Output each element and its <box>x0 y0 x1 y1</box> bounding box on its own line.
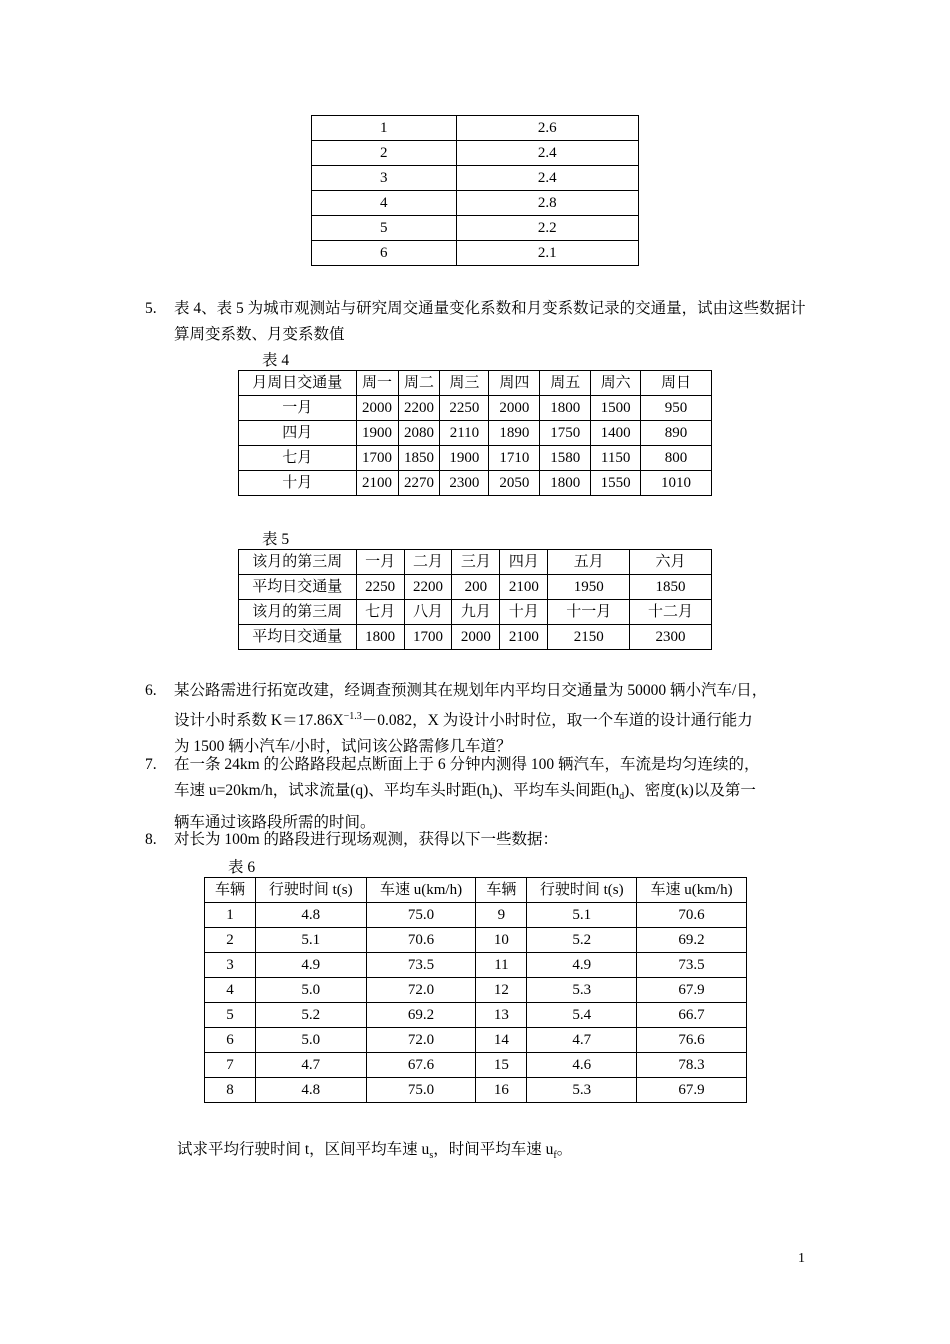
table6-cell: 5.1 <box>527 903 637 928</box>
table6-header-cell: 车辆 <box>476 878 527 903</box>
table5-cell: 1850 <box>630 575 712 600</box>
table6-cell: 3 <box>205 953 256 978</box>
table6-cell: 12 <box>476 978 527 1003</box>
table4-cell: 1710 <box>489 446 540 471</box>
table4-cell: 2110 <box>440 421 489 446</box>
table6-cell: 5.1 <box>255 928 366 953</box>
table6-row <box>205 978 747 1003</box>
table5-cell: 1800 <box>356 625 404 650</box>
table4-cell: 1580 <box>540 446 591 471</box>
table-4 <box>238 370 712 496</box>
top-table-cell: 2.4 <box>456 141 638 166</box>
table6-cell: 75.0 <box>366 1078 476 1103</box>
question-number: 7. <box>145 756 157 773</box>
table6-cell: 5.2 <box>527 928 637 953</box>
table6-cell: 4 <box>205 978 256 1003</box>
table6-cell: 4.9 <box>527 953 637 978</box>
table4-cell: 1900 <box>356 421 398 446</box>
table5-cell: 2150 <box>548 625 630 650</box>
table4-cell: 1010 <box>641 471 712 496</box>
table6-cell: 5.0 <box>255 978 366 1003</box>
top-table-cell: 2.2 <box>456 216 638 241</box>
table4-header-cell: 周日 <box>641 371 712 396</box>
page-number: 1 <box>798 1251 805 1266</box>
question-8 <box>145 827 815 853</box>
table4-cell: 1750 <box>540 421 591 446</box>
question-text: 表 4、表 5 为城市观测站与研究周交通量变化系数和月变系数记录的交通量，试由这些数据计算周变系数、月变系数值 <box>174 300 806 343</box>
table6-cell: 11 <box>476 953 527 978</box>
table4-cell: 1400 <box>591 421 641 446</box>
table5-cell: 八月 <box>404 600 452 625</box>
top-table-cell: 2 <box>312 141 457 166</box>
table4-cell: 十月 <box>239 471 357 496</box>
q6-line-3: 为 1500 辆小汽车/小时，试问该公路需修几车道？ <box>174 738 512 756</box>
table4-header-cell: 月周日交通量 <box>239 371 357 396</box>
table-6 <box>204 877 747 1103</box>
table6-cell: 5 <box>205 1003 256 1028</box>
table4-header-row <box>239 371 712 396</box>
table4-header-cell: 周六 <box>591 371 641 396</box>
question-number: 5. <box>145 300 157 317</box>
table6-cell: 73.5 <box>637 953 747 978</box>
table4-row <box>239 446 712 471</box>
table6-cell: 4.8 <box>255 903 366 928</box>
table6-cell: 5.3 <box>527 978 637 1003</box>
table6-cell: 67.6 <box>366 1053 476 1078</box>
table5-cell: 该月的第三周 <box>239 550 357 575</box>
table5-row <box>239 625 712 650</box>
top-table <box>311 115 639 266</box>
table6-cell: 4.7 <box>255 1053 366 1078</box>
table5-cell: 十二月 <box>630 600 712 625</box>
table6-row <box>205 903 747 928</box>
table6-cell: 72.0 <box>366 1028 476 1053</box>
table6-cell: 4.7 <box>527 1028 637 1053</box>
table5-cell: 九月 <box>452 600 500 625</box>
table6-row <box>205 1053 747 1078</box>
table6-cell: 70.6 <box>637 903 747 928</box>
table4-cell: 2250 <box>440 396 489 421</box>
table5-cell: 该月的第三周 <box>239 600 357 625</box>
table5-cell: 平均日交通量 <box>239 625 357 650</box>
table4-header-cell: 周二 <box>398 371 440 396</box>
table5-cell: 1700 <box>404 625 452 650</box>
table6-cell: 6 <box>205 1028 256 1053</box>
table6-row <box>205 1003 747 1028</box>
table6-caption: 表 6 <box>228 859 256 876</box>
table6-row <box>205 1078 747 1103</box>
table5-cell: 十月 <box>500 600 548 625</box>
table6-cell: 67.9 <box>637 1078 747 1103</box>
table5-row <box>239 575 712 600</box>
top-table-row <box>312 216 639 241</box>
table6-cell: 13 <box>476 1003 527 1028</box>
table5-cell: 2200 <box>404 575 452 600</box>
table4-cell: 1500 <box>591 396 641 421</box>
table6-header-cell: 行驶时间 t(s) <box>255 878 366 903</box>
table4-cell: 2100 <box>356 471 398 496</box>
table6-cell: 10 <box>476 928 527 953</box>
table5-cell: 2100 <box>500 625 548 650</box>
table5-cell: 一月 <box>356 550 404 575</box>
table4-cell: 2300 <box>440 471 489 496</box>
table4-caption: 表 4 <box>262 352 290 369</box>
top-table-cell: 4 <box>312 191 457 216</box>
table4-cell: 890 <box>641 421 712 446</box>
table6-cell: 15 <box>476 1053 527 1078</box>
table5-cell: 五月 <box>548 550 630 575</box>
table6-cell: 69.2 <box>366 1003 476 1028</box>
q7-line-1: 在一条 24km 的公路路段起点断面上于 6 分钟内测得 100 辆汽车，车流是均匀连续的， <box>174 756 760 773</box>
table5-cell: 1950 <box>548 575 630 600</box>
table4-header-cell: 周四 <box>489 371 540 396</box>
top-table-row <box>312 166 639 191</box>
table6-cell: 9 <box>476 903 527 928</box>
q6-line-2: 设计小时系数 $K=17.86X^{-1.3}-0.082$，X 为设计小时时位，取一个车道的设计通行能力 <box>174 711 753 730</box>
table5-cell: 七月 <box>356 600 404 625</box>
table6-cell: 73.5 <box>366 953 476 978</box>
table6-header-cell: 车辆 <box>205 878 256 903</box>
table6-header-row <box>205 878 747 903</box>
table5-cell: 四月 <box>500 550 548 575</box>
table6-header-cell: 车速 u(km/h) <box>366 878 476 903</box>
question-number: 8. <box>145 831 157 848</box>
table6-cell: 5.4 <box>527 1003 637 1028</box>
table4-header-cell: 周五 <box>540 371 591 396</box>
q7-line-2: 车速 u=20km/h，试求流量(q)、平均车头时距$(h_t)$、平均车头间距$(h_d)$、密度(k)以及第一 <box>174 782 756 803</box>
table5-cell: 2300 <box>630 625 712 650</box>
table4-cell: 1850 <box>398 446 440 471</box>
table5-cell: 平均日交通量 <box>239 575 357 600</box>
table4-cell: 一月 <box>239 396 357 421</box>
table4-cell: 1700 <box>356 446 398 471</box>
table5-cell: 三月 <box>452 550 500 575</box>
question-text: 对长为 100m 的路段进行现场观测，获得以下一些数据： <box>174 831 559 848</box>
top-table-row <box>312 241 639 266</box>
table4-cell: 七月 <box>239 446 357 471</box>
table6-cell: 16 <box>476 1078 527 1103</box>
table4-cell: 1800 <box>540 471 591 496</box>
table4-cell: 四月 <box>239 421 357 446</box>
table4-cell: 950 <box>641 396 712 421</box>
table4-cell: 2000 <box>489 396 540 421</box>
table4-cell: 2050 <box>489 471 540 496</box>
table5-cell: 2000 <box>452 625 500 650</box>
table4-row <box>239 471 712 496</box>
top-table-row <box>312 191 639 216</box>
top-table-row <box>312 141 639 166</box>
table4-row <box>239 421 712 446</box>
table4-cell: 2200 <box>398 396 440 421</box>
table4-cell: 1800 <box>540 396 591 421</box>
table6-cell: 78.3 <box>637 1053 747 1078</box>
table4-cell: 1900 <box>440 446 489 471</box>
table6-cell: 70.6 <box>366 928 476 953</box>
table4-cell: 1150 <box>591 446 641 471</box>
top-table-cell: 2.4 <box>456 166 638 191</box>
top-table-cell: 5 <box>312 216 457 241</box>
table6-cell: 4.8 <box>255 1078 366 1103</box>
table6-cell: 7 <box>205 1053 256 1078</box>
table6-cell: 2 <box>205 928 256 953</box>
table6-cell: 75.0 <box>366 903 476 928</box>
table5-cell: 二月 <box>404 550 452 575</box>
table6-cell: 67.9 <box>637 978 747 1003</box>
top-table-cell: 1 <box>312 116 457 141</box>
table6-cell: 72.0 <box>366 978 476 1003</box>
question-7 <box>145 752 815 836</box>
table6-row <box>205 1028 747 1053</box>
table5-cell: 六月 <box>630 550 712 575</box>
table6-cell: 66.7 <box>637 1003 747 1028</box>
table6-header-cell: 行驶时间 t(s) <box>527 878 637 903</box>
table4-header-cell: 周一 <box>356 371 398 396</box>
top-table-row <box>312 116 639 141</box>
table5-caption: 表 5 <box>262 531 290 548</box>
table6-cell: 5.3 <box>527 1078 637 1103</box>
table6-cell: 76.6 <box>637 1028 747 1053</box>
top-table-cell: 2.1 <box>456 241 638 266</box>
top-table-cell: 3 <box>312 166 457 191</box>
table6-cell: 5.0 <box>255 1028 366 1053</box>
q6-line-1: 某公路需进行拓宽改建，经调查预测其在规划年内平均日交通量为 50000 辆小汽车/日， <box>174 682 768 699</box>
q7-line-3: 辆车通过该路段所需的时间。 <box>174 814 376 832</box>
table4-header-cell: 周三 <box>440 371 489 396</box>
table5-cell: 2250 <box>356 575 404 600</box>
table4-cell: 2000 <box>356 396 398 421</box>
table6-cell: 5.2 <box>255 1003 366 1028</box>
table5-row <box>239 550 712 575</box>
question-number: 6. <box>145 682 157 699</box>
table4-cell: 1890 <box>489 421 540 446</box>
top-table-cell: 2.6 <box>456 116 638 141</box>
top-table-cell: 2.8 <box>456 191 638 216</box>
table4-cell: 2270 <box>398 471 440 496</box>
table6-cell: 1 <box>205 903 256 928</box>
table6-cell: 14 <box>476 1028 527 1053</box>
table4-cell: 1550 <box>591 471 641 496</box>
table-5 <box>238 549 712 650</box>
question-5 <box>145 296 815 348</box>
table4-cell: 2080 <box>398 421 440 446</box>
final-question: 试求平均行驶时间 t，区间平均车速 $u_s$，时间平均车速 $u_f$。 <box>177 1141 573 1162</box>
table6-row <box>205 928 747 953</box>
table6-cell: 8 <box>205 1078 256 1103</box>
table6-cell: 4.6 <box>527 1053 637 1078</box>
table4-row <box>239 396 712 421</box>
table6-cell: 69.2 <box>637 928 747 953</box>
table6-row <box>205 953 747 978</box>
table6-cell: 4.9 <box>255 953 366 978</box>
table5-cell: 200 <box>452 575 500 600</box>
table4-cell: 800 <box>641 446 712 471</box>
table5-cell: 2100 <box>500 575 548 600</box>
table6-header-cell: 车速 u(km/h) <box>637 878 747 903</box>
question-6 <box>145 678 815 760</box>
table5-cell: 十一月 <box>548 600 630 625</box>
top-table-cell: 6 <box>312 241 457 266</box>
table5-row <box>239 600 712 625</box>
